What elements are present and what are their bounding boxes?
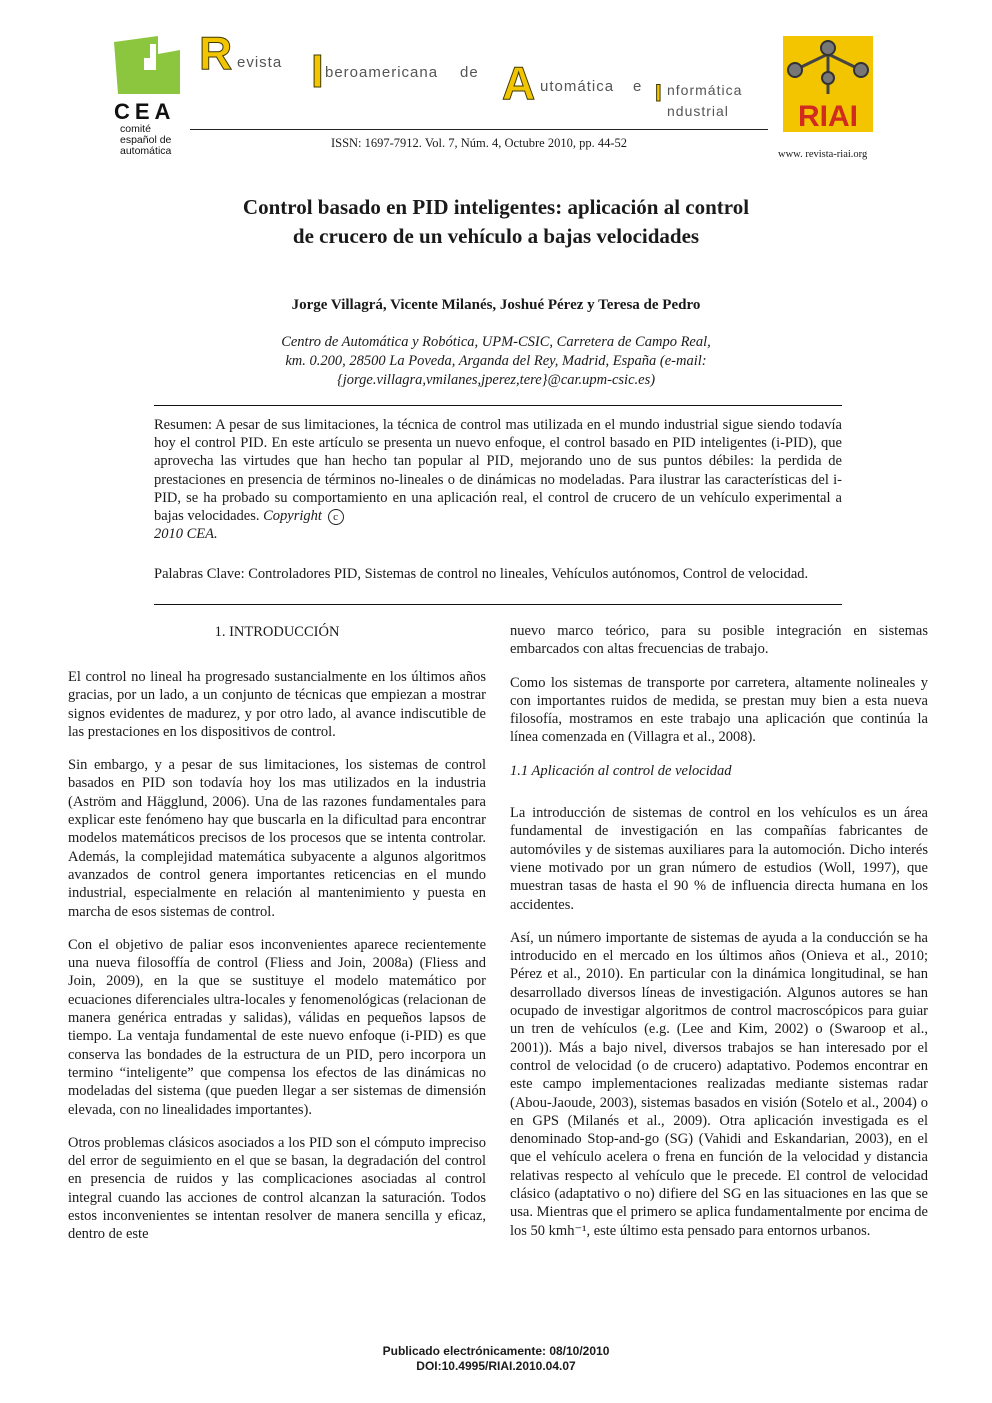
left-column — [68, 668, 486, 1259]
paragraph: Como los sistemas de transporte por carretera, altamente nolineales y con importantes ruidos de medida, se prestan muy bien a esta nueva filosofía, mostramos en este trabajo una aplicación que continúa la línea comenzada en (Villagra et al., 2008). — [510, 674, 928, 746]
masthead-a-letter: A — [502, 57, 536, 109]
masthead-informatica: nformática — [667, 82, 743, 98]
paper-affiliation — [150, 333, 842, 390]
journal-url: www. revista-riai.org — [778, 149, 868, 160]
copyright-year: 2010 CEA. — [154, 526, 218, 543]
riai-logo-icon — [783, 36, 873, 132]
paragraph: La introducción de sistemas de control en los vehículos es un área fundamental de investigación en las compañías fabricantes de automóviles y de sistemas auxiliares para la automoción. Dicho interés viene motivado por un gran número de estudios (Woll, 1997), que muestran tasas de hasta el 90 % de influencia directa humana en los accidentes. — [510, 805, 928, 913]
keywords: Palabras Clave: Controladores PID, Sistemas de control no lineales, Vehículos autónomos, Control de velocidad. — [154, 566, 809, 582]
cea-sub-line-3: automática — [120, 145, 172, 157]
copyright-label: Copyright — [263, 508, 322, 525]
cea-logo-word: CEA — [114, 99, 176, 124]
abstract-top-rule — [154, 405, 842, 406]
doi-link[interactable]: DOI:10.4995/RIAI.2010.04.07 — [416, 1359, 576, 1373]
publication-date: Publicado electrónicamente: 08/10/2010 — [382, 1344, 610, 1358]
cea-logo-icon — [114, 36, 180, 94]
paper-title: Control basado en PID inteligentes: aplicación al control de crucero de un vehículo a bajas velocidades — [242, 195, 750, 248]
masthead-iberoamericana: beroamericana — [325, 64, 439, 81]
riai-logo-word: RIAI — [798, 100, 858, 132]
header-rule — [190, 129, 768, 130]
abstract — [154, 416, 842, 543]
cea-logo-subtitle — [120, 124, 171, 157]
masthead-i2-letter: I — [655, 80, 662, 107]
section-heading: 1. INTRODUCCIÓN — [214, 624, 340, 640]
masthead-r-letter: R — [199, 27, 233, 79]
affiliation-line-2: km. 0.200, 28500 La Poveda, Arganda del Rey, Madrid, España (e-mail: — [285, 353, 707, 369]
paragraph: Así, un número importante de sistemas de ayuda a la conducción se ha introducido en el mercado en los últimos años (Onieva et al., 2010; Pérez et al., 2010). En particular con la dinámica longitudinal, se han desarrollado diversos líneas de investigación. Algunos autores se han ocupado de investigar algoritmos de control macroscópicos para guiar un tren de vehículos (e.g. (Lee and Kim, 2002) o (Swaroop et al., 2001)). Más a bajo nivel, diversos trabajos se han interesado por el control de velocidad (o de crucero) adaptativo. Podemos encontrar en este campo implementaciones realizadas mediante sistemas radar (Abou-Jaoude, 2003), sistemas basados en visión (Sotelo et al., 2004) o en GPS (Milanés et al., 2009). Otra aplicación investigada es el denominado Stop-and-go (SG) (Vahidi and Eskandarian, 2003), en el que el vehículo acelera o frena en función de la velocidad y distancia relativas respecto al vehículo que le precede. El control de velocidad clásico (adaptativo o no) difiere del SG en las situaciones en las que se usa. Mientras que el primero se aplica fundamentalmente por encima de los 50 kmh⁻¹, este último esta pensado para entornos urbanos. — [510, 929, 928, 1239]
paragraph: Otros problemas clásicos asociados a los PID son el cómputo impreciso del error de seguimiento en el que se basan, la degradación del control en presencia de ruidos y las complicaciones asociadas al control integral cuando las acciones de control alcanzan la saturación. Todos estos inconvenientes se intentan resolver de manera sencilla y eficaz, dentro de este — [68, 1134, 486, 1243]
paragraph: Con el objetivo de paliar esos inconvenientes aparece recientemente una nueva filosoffía de control (Fliess and Join, 2008a) (Fliess and Join, 2009), en la que se sustituye el modelo matemático por ecuaciones diferenciales ultra-locales y fenomenológicas (relacionan de manera genérica entradas y salidas), válidas en pequeños lapsos de tiempo. La ventaja fundamental de este nuevo enfoque (i-PID) es que conserva las bondades de la estructura de un PID, pero incorpora un termino “inteligente” que compensa los efectos de las dinámicas no modeladas del sistema (que pueden llegar a ser sistemas de dimensión elevada, con no linealidades importantes). — [68, 936, 486, 1118]
masthead-automatica: utomática — [540, 78, 615, 95]
masthead-de: de — [460, 64, 479, 81]
masthead-industrial: ndustrial — [667, 103, 729, 119]
footer — [300, 1344, 692, 1374]
copyright-icon: c — [328, 509, 344, 525]
paragraph: Sin embargo, y a pesar de sus limitaciones, los sistemas de control basados en PID son todavía hoy los mas utilizados en la industria (Aström and Hägglund, 2006). Una de las razones fundamentales para explicar este fenómeno hay que buscarla en la dificultad para encontrar modelos matemáticos precisos de los procesos que se intenta controlar. Además, la complejidad matemática subyacente a algunos algoritmos avanzados de control genera importantes reticencias en el mundo industrial, especialmente en relación al mantenimiento y puesta en marcha de esos sistemas de control. — [68, 757, 486, 920]
paper-authors: Jorge Villagrá, Vicente Milanés, Joshué Pérez y Teresa de Pedro — [291, 297, 701, 313]
abstract-bottom-rule — [154, 604, 842, 605]
affiliation-line-3: {jorge.villagra,vmilanes,jperez,tere}@car.upm-csic.es) — [336, 372, 656, 388]
paragraph: El control no lineal ha progresado sustancialmente en los últimos años gracias, por un lado, a un conjunto de técnicas que empiezan a mostrar signos evidentes de madurez, y por otro lado, al avance indiscutible de las prestaciones en los dispositivos de control. — [68, 669, 486, 740]
affiliation-line-1: Centro de Automática y Robótica, UPM-CSIC, Carretera de Campo Real, — [281, 334, 711, 350]
paragraph: nuevo marco teórico, para su posible integración en sistemas embarcados con altas frecuencias de trabajo. — [510, 623, 928, 658]
masthead-i-letter: I — [311, 45, 324, 97]
cea-sub-line-2: español de — [120, 134, 172, 146]
masthead-e: e — [633, 78, 643, 95]
masthead-revista: evista — [237, 54, 283, 71]
right-column — [510, 622, 928, 1255]
abstract-text: Resumen: A pesar de sus limitaciones, la técnica de control mas utilizada en el mundo industrial sigue siendo todavía hoy el control PID. En este artículo se presenta un nuevo enfoque, el control basado en PID inteligentes (i-PID), que aprovecha las virtudes que han hecho tan popular al PID, mejorando uno de sus puntos débiles: la perdida de prestaciones en presencia de términos no-lineales o de dinámicas no modeladas. Para ilustrar las características del i-PID, se ha probado su comportamiento en una aplicación real, el control de crucero de un vehículo experimental a bajas velocidades. — [154, 417, 842, 525]
subsection-heading: 1.1 Aplicación al control de velocidad — [510, 762, 732, 779]
cea-sub-line-1: comité — [120, 123, 151, 135]
issn-line: ISSN: 1697-7912. Vol. 7, Núm. 4, Octubre 2010, pp. 44-52 — [330, 136, 628, 150]
